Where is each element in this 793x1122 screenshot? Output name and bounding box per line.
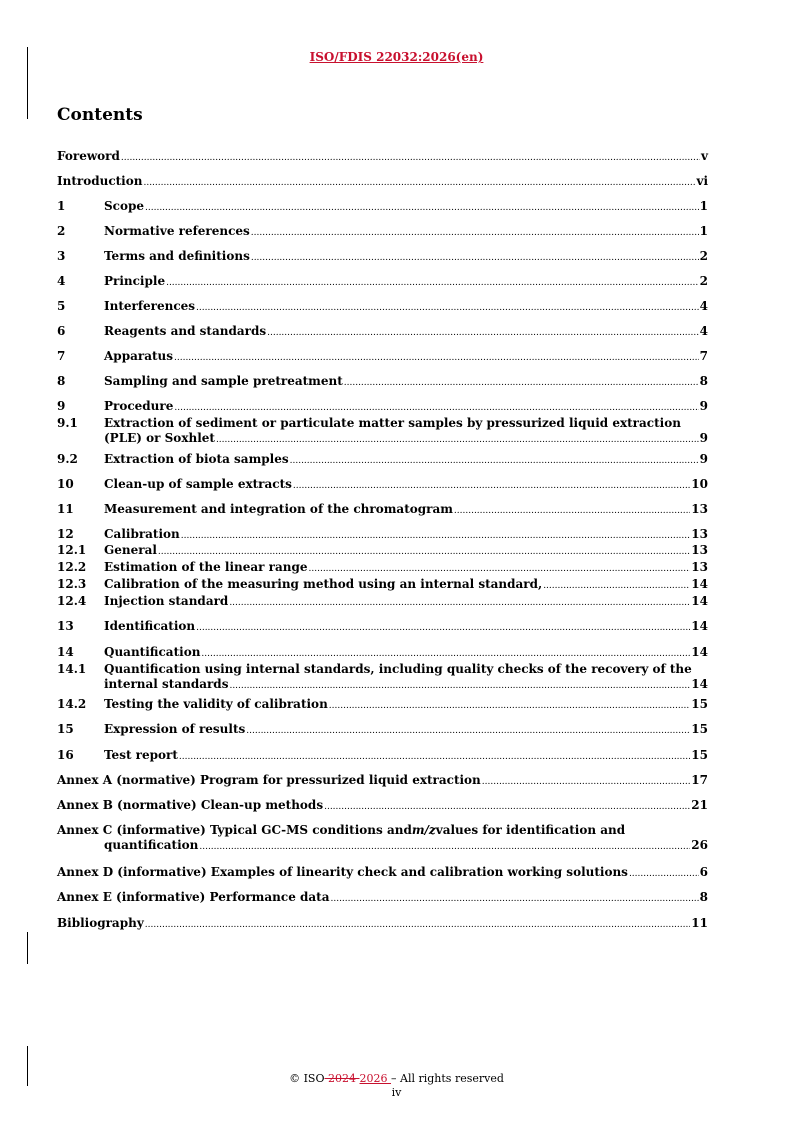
toc-entry-number: 14 — [57, 645, 74, 659]
toc-entry-number: 10 — [57, 477, 74, 491]
dot-leader — [344, 376, 699, 391]
toc-entry-introduction[interactable] — [57, 174, 708, 191]
dot-leader — [229, 596, 690, 611]
toc-entry-general[interactable] — [57, 543, 708, 560]
toc-entry-number: 12.2 — [57, 560, 87, 574]
toc-entry-title: Interferences — [104, 299, 196, 313]
toc-entry-number: 7 — [57, 349, 66, 363]
deleted-year: 2024 — [324, 1072, 360, 1085]
dot-leader — [174, 401, 698, 416]
dot-leader — [330, 892, 698, 907]
toc-entry-title-italic: m/z — [411, 823, 436, 837]
dot-leader — [179, 750, 690, 765]
toc-entry-title: Apparatus — [104, 349, 173, 363]
change-bar — [27, 932, 28, 964]
toc-entry-number: 13 — [57, 619, 74, 633]
toc-entry-title: Estimation of the linear range — [104, 560, 308, 574]
toc-entry-number: 14.1 — [57, 662, 87, 676]
toc-entry-title: Terms and definitions — [104, 249, 250, 263]
toc-entry-title: Reagents and standards — [104, 324, 267, 338]
toc-entry-quantification-internal[interactable] — [57, 662, 708, 694]
toc-entry-terms-definitions[interactable] — [57, 249, 708, 266]
toc-entry-title: Test report — [104, 748, 178, 762]
toc-entry-injection-standard[interactable] — [57, 594, 708, 611]
toc-entry-title: General — [104, 543, 157, 557]
toc-entry-normative-references[interactable] — [57, 224, 708, 241]
toc-entry-identification[interactable] — [57, 619, 708, 636]
toc-entry-title-continued: internal standards — [104, 677, 229, 691]
toc-entry-principle[interactable] — [57, 274, 708, 291]
toc-entry-page: 1 — [699, 224, 708, 238]
dot-leader — [267, 326, 699, 341]
dot-leader — [216, 433, 699, 448]
dot-leader — [121, 151, 700, 166]
toc-entry-measurement[interactable] — [57, 502, 708, 519]
toc-entry-title: Measurement and integration of the chromatogram — [104, 502, 453, 516]
toc-entry-title: Introduction — [57, 174, 143, 188]
toc-entry-title: Foreword — [57, 149, 120, 163]
toc-entry-interferences[interactable] — [57, 299, 708, 316]
copyright-prefix: © ISO — [289, 1072, 325, 1085]
toc-entry-page: 9 — [699, 399, 708, 413]
toc-entry-test-report[interactable] — [57, 748, 708, 765]
toc-entry-page: 8 — [699, 374, 708, 388]
toc-entry-page: 14 — [691, 677, 708, 691]
toc-entry-page: 2 — [699, 274, 708, 288]
toc-entry-number: 12.1 — [57, 543, 87, 557]
toc-entry-page: 14 — [691, 619, 708, 633]
toc-entry-title: Normative references — [104, 224, 250, 238]
toc-entry-page: 14 — [691, 577, 708, 591]
toc-entry-page: 15 — [691, 697, 708, 711]
toc-entry-page: 4 — [699, 299, 708, 313]
dot-leader — [199, 840, 690, 855]
toc-entry-title: Bibliography — [57, 916, 144, 930]
dot-leader — [329, 699, 691, 714]
toc-entry-title: Annex D (informative) Examples of linearity check and calibration working solutions — [57, 865, 628, 879]
toc-entry-number: 12 — [57, 527, 74, 541]
toc-entry-annex-e[interactable] — [57, 890, 708, 907]
dot-leader — [482, 775, 691, 790]
dot-leader — [246, 724, 690, 739]
toc-entry-title: Annex C (informative) Typical GC-MS conditions and — [57, 823, 412, 837]
toc-entry-page: 7 — [699, 349, 708, 363]
toc-entry-number: 2 — [57, 224, 66, 238]
toc-entry-foreword[interactable] — [57, 149, 708, 166]
toc-entry-number: 5 — [57, 299, 66, 313]
toc-entry-number: 8 — [57, 374, 66, 388]
toc-entry-page: 13 — [691, 543, 708, 557]
document-id: ISO/FDIS 22032:2026(en) — [309, 50, 484, 64]
dot-leader — [158, 545, 690, 560]
dot-leader — [174, 351, 699, 366]
toc-entry-page: 4 — [699, 324, 708, 338]
toc-entry-title: Principle — [104, 274, 166, 288]
toc-entry-scope[interactable] — [57, 199, 708, 216]
toc-entry-title: Calibration of the measuring method using an internal standard, — [104, 577, 543, 591]
dot-leader — [229, 679, 690, 694]
toc-entry-number: 11 — [57, 502, 74, 516]
toc-entry-page: 6 — [699, 865, 708, 879]
toc-entry-number: 16 — [57, 748, 74, 762]
dot-leader — [309, 562, 691, 577]
toc-entry-number: 14.2 — [57, 697, 87, 711]
toc-entry-procedure[interactable] — [57, 399, 708, 416]
toc-entry-title: Testing the validity of calibration — [104, 697, 328, 711]
dot-leader — [196, 301, 699, 316]
toc-entry-title: Procedure — [104, 399, 174, 413]
toc-entry-extraction-sediment[interactable] — [57, 416, 708, 448]
dot-leader — [181, 529, 691, 544]
copyright-suffix: – All rights reserved — [391, 1072, 504, 1085]
toc-entry-reagents[interactable] — [57, 324, 708, 341]
toc-entry-annex-d[interactable] — [57, 865, 708, 882]
dot-leader — [251, 251, 699, 266]
dot-leader — [166, 276, 699, 291]
page-title: Contents — [57, 105, 143, 125]
toc-entry-linear-range[interactable] — [57, 560, 708, 577]
dot-leader — [145, 918, 691, 933]
dot-leader — [324, 800, 690, 815]
toc-entry-title: Calibration — [104, 527, 180, 541]
toc-entry-title: Clean-up of sample extracts — [104, 477, 292, 491]
toc-entry-quantification[interactable] — [57, 645, 708, 662]
toc-entry-page: 10 — [691, 477, 708, 491]
dot-leader — [201, 647, 690, 662]
toc-entry-sampling[interactable] — [57, 374, 708, 391]
copyright-line — [0, 1072, 793, 1086]
toc-entry-title-continued: (PLE) or Soxhlet — [104, 431, 215, 445]
toc-entry-expression[interactable] — [57, 722, 708, 739]
page-footer — [0, 1072, 793, 1100]
toc-entry-title: Quantification — [104, 645, 201, 659]
toc-entry-page: 11 — [691, 916, 708, 930]
toc-entry-page: 13 — [691, 527, 708, 541]
toc-entry-title: Annex E (informative) Performance data — [57, 890, 330, 904]
toc-entry-title: Annex B (normative) Clean-up methods — [57, 798, 324, 812]
toc-entry-apparatus[interactable] — [57, 349, 708, 366]
toc-entry-page: 15 — [691, 722, 708, 736]
page-number: iv — [391, 1086, 402, 1099]
toc-entry-title: Annex A (normative) Program for pressurized liquid extraction — [57, 773, 481, 787]
toc-entry-number: 1 — [57, 199, 66, 213]
toc-entry-number: 12.3 — [57, 577, 87, 591]
toc-entry-page: 21 — [691, 798, 708, 812]
toc-entry-number: 3 — [57, 249, 66, 263]
toc-entry-bibliography[interactable] — [57, 916, 708, 933]
toc-entry-page: 17 — [691, 773, 708, 787]
dot-leader — [543, 579, 690, 594]
toc-entry-clean-up[interactable] — [57, 477, 708, 494]
toc-entry-page: 14 — [691, 645, 708, 659]
toc-entry-extraction-biota[interactable] — [57, 452, 708, 469]
toc-entry-page: 13 — [691, 560, 708, 574]
toc-entry-title: Identification — [104, 619, 196, 633]
dot-leader — [454, 504, 690, 519]
toc-entry-title: Injection standard — [104, 594, 229, 608]
dot-leader — [251, 226, 699, 241]
toc-entry-number: 6 — [57, 324, 66, 338]
toc-entry-validity[interactable] — [57, 697, 708, 714]
toc-entry-title: Scope — [104, 199, 145, 213]
toc-entry-number: 12.4 — [57, 594, 87, 608]
inserted-year: 2026 — [359, 1072, 391, 1085]
toc-entry-title: Quantification using internal standards, including quality checks of the recovery of the — [104, 662, 692, 676]
toc-entry-title: values for identification and — [435, 823, 626, 837]
toc-entry-number: 9.1 — [57, 416, 78, 430]
toc-entry-number: 15 — [57, 722, 74, 736]
toc-entry-title: Extraction of biota samples — [104, 452, 289, 466]
dot-leader — [145, 201, 699, 216]
toc-entry-annex-a[interactable] — [57, 773, 708, 790]
toc-entry-page: 9 — [699, 452, 708, 466]
toc-entry-page: 15 — [691, 748, 708, 762]
toc-entry-title-continued: quantification — [104, 838, 199, 852]
toc-entry-page: 9 — [699, 431, 708, 445]
toc-entry-number: 9 — [57, 399, 66, 413]
toc-entry-page: 13 — [691, 502, 708, 516]
toc-entry-page: 2 — [699, 249, 708, 263]
toc-entry-number: 4 — [57, 274, 66, 288]
toc-entry-page: vi — [696, 174, 708, 188]
dot-leader — [290, 454, 699, 469]
toc-entry-page: 1 — [699, 199, 708, 213]
toc-entry-title: Extraction of sediment or particulate matter samples by pressurized liquid extraction — [104, 416, 681, 430]
toc-entry-calibration[interactable] — [57, 527, 708, 544]
toc-entry-internal-standard[interactable] — [57, 577, 708, 594]
toc-entry-page: 26 — [691, 838, 708, 852]
dot-leader — [196, 621, 690, 636]
toc-entry-title: Sampling and sample pretreatment — [104, 374, 343, 388]
dot-leader — [629, 867, 699, 882]
toc-entry-annex-b[interactable] — [57, 798, 708, 815]
toc-entry-annex-c[interactable] — [57, 823, 708, 855]
dot-leader — [143, 176, 695, 191]
toc-entry-page: 14 — [691, 594, 708, 608]
toc-entry-title: Expression of results — [104, 722, 246, 736]
toc-entry-page: v — [701, 149, 708, 163]
toc-entry-page: 8 — [699, 890, 708, 904]
dot-leader — [293, 479, 690, 494]
toc-entry-number: 9.2 — [57, 452, 78, 466]
